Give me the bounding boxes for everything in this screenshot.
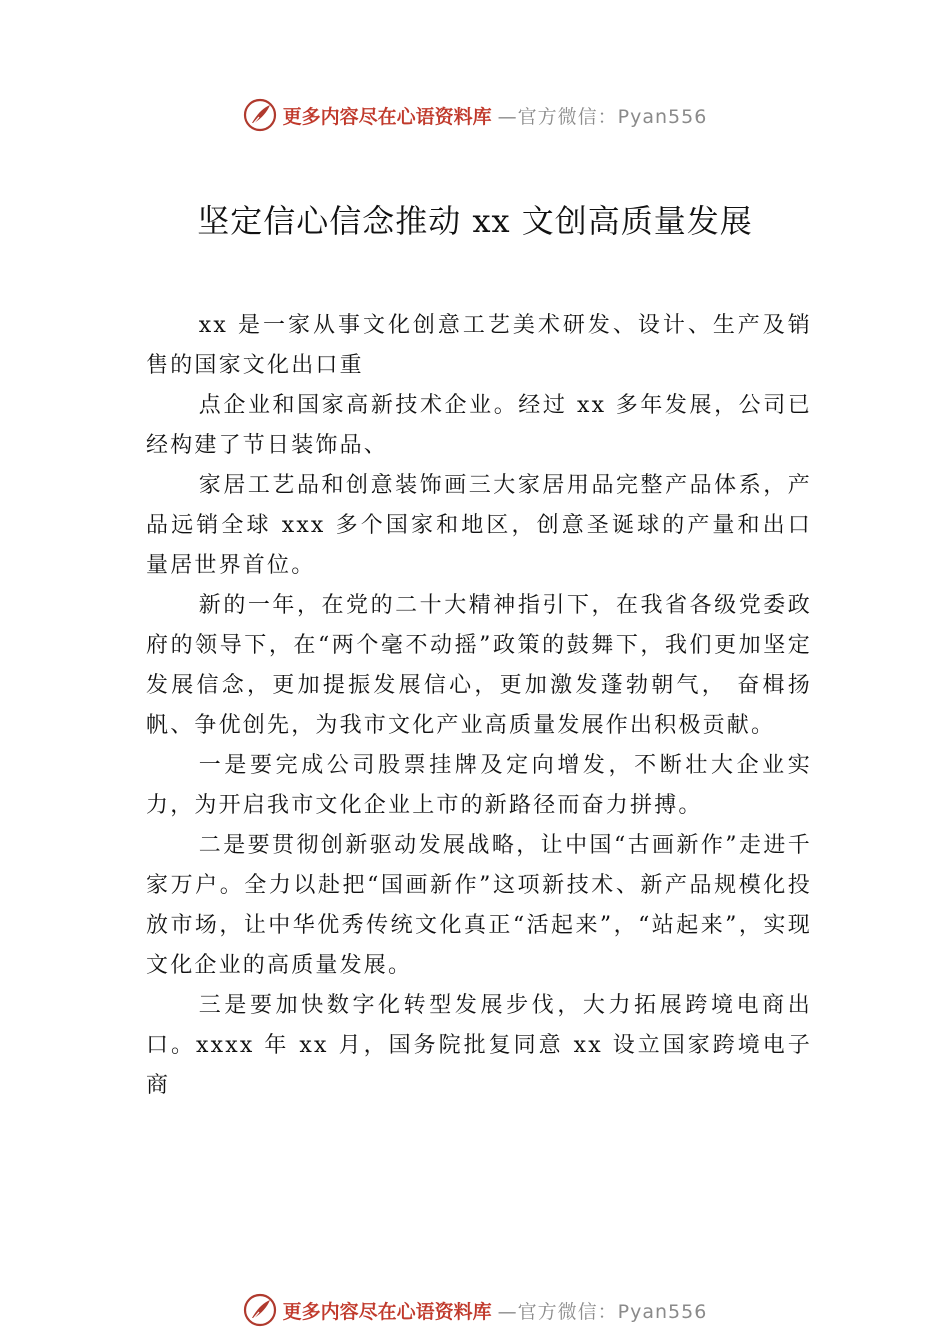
watermark-group bbox=[243, 98, 708, 132]
quill-logo-icon bbox=[243, 98, 277, 132]
document-title: 坚定信心信念推动 xx 文创高质量发展 bbox=[197, 202, 753, 240]
header-watermark bbox=[0, 95, 950, 135]
quill-logo-icon bbox=[243, 1293, 277, 1327]
paragraph: 新的一年，在党的二十大精神指引下，在我省各级党委政府的领导下，在“两个毫不动摇”政策的鼓舞下，我们更加坚定发展信念，更加提振发展信心，更加激发蓬勃朝气， 奋楫扬帆、争优创先，为我市文化产业高质量发展作出积极贡献。 bbox=[146, 593, 812, 738]
watermark-wechat-text: —官方微信：Pyan556 bbox=[497, 105, 708, 128]
watermark-brand-text: 更多内容尽在心语资料库 bbox=[282, 105, 492, 128]
paragraph: 一是要完成公司股票挂牌及定向增发，不断壮大企业实力，为开启我市文化企业上市的新路径而奋力拼搏。 bbox=[146, 753, 812, 818]
watermark-brand-text: 更多内容尽在心语资料库 bbox=[282, 1300, 492, 1323]
footer-watermark bbox=[0, 1290, 950, 1330]
paragraph: 点企业和国家高新技术企业。经过 xx 多年发展，公司已经构建了节日装饰品、 bbox=[146, 393, 812, 458]
paragraph: xx 是一家从事文化创意工艺美术研发、设计、生产及销售的国家文化出口重 bbox=[146, 313, 812, 378]
document-body bbox=[146, 306, 812, 1106]
paragraph: 三是要加快数字化转型发展步伐，大力拓展跨境电商出口。xxxx 年 xx 月，国务院批复同意 xx 设立国家跨境电子商 bbox=[146, 993, 812, 1098]
watermark-group bbox=[243, 1293, 708, 1327]
paragraph: 家居工艺品和创意装饰画三大家居用品完整产品体系，产品远销全球 xxx 多个国家和地区，创意圣诞球的产量和出口量居世界首位。 bbox=[146, 473, 812, 578]
watermark-wechat-text: —官方微信：Pyan556 bbox=[497, 1300, 708, 1323]
paragraph: 二是要贯彻创新驱动发展战略，让中国“古画新作”走进千家万户。全力以赴把“国画新作”这项新技术、新产品规模化投放市场，让中华优秀传统文化真正“活起来”，“站起来”，实现文化企业的高质量发展。 bbox=[146, 833, 812, 978]
